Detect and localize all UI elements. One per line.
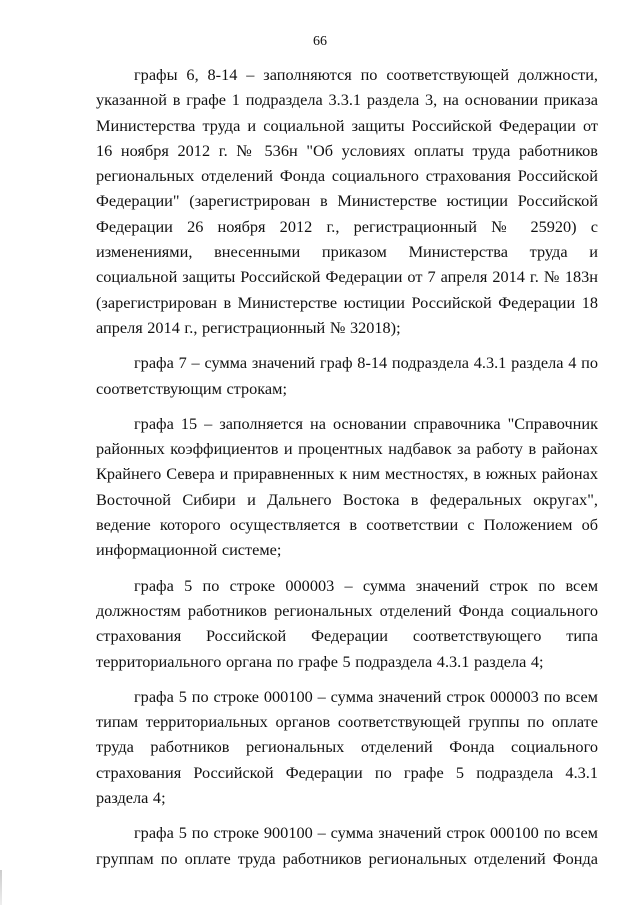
page-number: 66 <box>313 34 327 49</box>
scan-edge-mark <box>0 870 2 905</box>
document-body <box>96 62 598 881</box>
paragraph-column-15: графа 15 – заполняется на основании справочника "Справочник районных коэффициентов и процентных надбавок за работу в районах Крайнего Севера и приравненных к ним местностях, в южных районах Восточной Сибири и Дальнего Востока в федеральных округах", ведение которого осуществляется в соответствии с Положением об информационной системе; <box>96 413 598 560</box>
paragraph-columns-6-8-14: графы 6, 8-14 – заполняются по соответствующей должности, указанной в графе 1 подраздела 3.3.1 раздела 3, на основании приказа Министерства труда и социальной защиты Российской Федерации от 16 ноября 2012 г. № 536н "Об условиях оплаты труда работников региональных отделений Фонда социального страхования Российской Федерации" (зарегистрирован в Министерстве юстиции Российской Федерации 26 ноября 2012 г., регистрационный № 25920) с изменениями, внесенными приказом Министерства труда и социальной защиты Российской Федерации от 7 апреля 2014 г. № 183н (зарегистрирован в Министерстве юстиции Российской Федерации 18 апреля 2014 г., регистрационный № 32018); <box>96 65 598 337</box>
paragraph-row-000003: графа 5 по строке 000003 – сумма значений строк по всем должностям работников региональных отделений Фонда социального страхования Российской Федерации соответствующего типа территориального органа по графе 5 подраздела 4.3.1 раздела 4; <box>96 575 598 671</box>
paragraph-column-7: графа 7 – сумма значений граф 8-14 подраздела 4.3.1 раздела 4 по соответствующим строкам; <box>96 353 598 398</box>
paragraph-row-900100: графа 5 по строке 900100 – сумма значений строк 000100 по всем группам по оплате труда работников региональных отделений Фонда <box>96 823 598 868</box>
paragraph-row-000100: графа 5 по строке 000100 – сумма значений строк 000003 по всем типам территориальных органов соответствующей группы по оплате труда работников региональных отделений Фонда социального страхования Российской Федерации по графе 5 подраздела 4.3.1 раздела 4; <box>96 686 598 808</box>
